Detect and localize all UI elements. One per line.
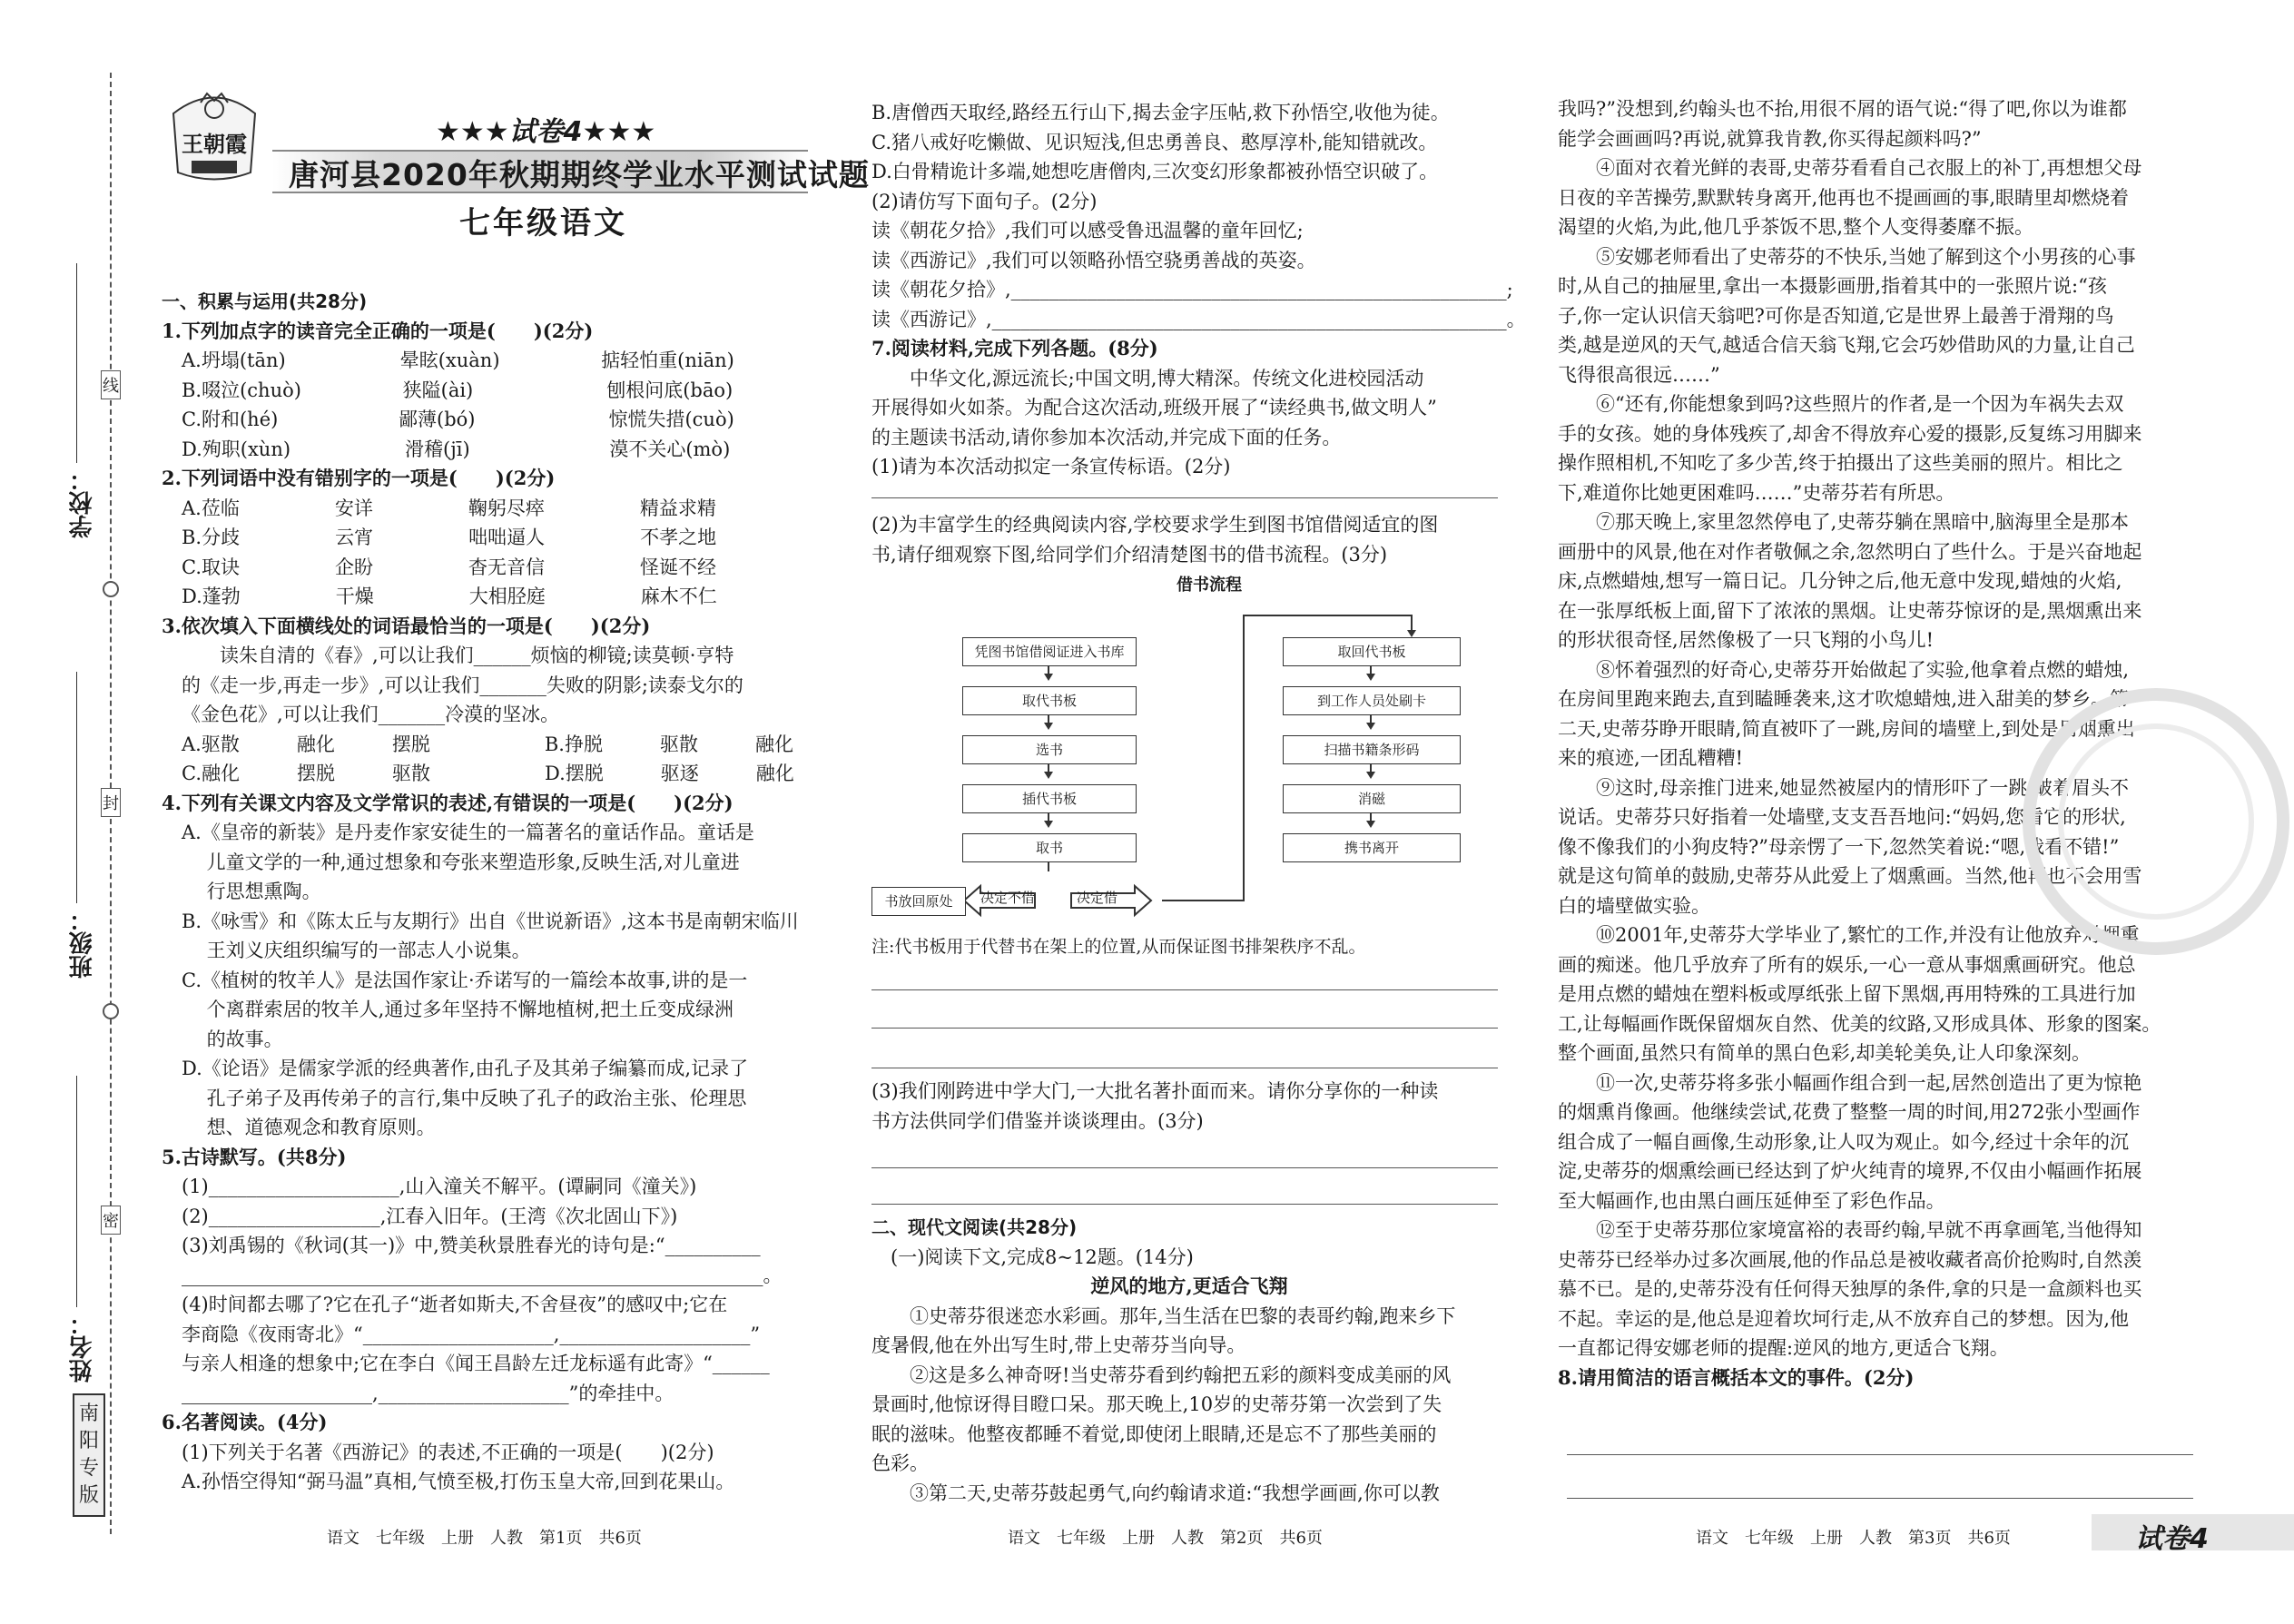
page2-line: ②这是多么神奇呀!当史蒂芬看到约翰把五彩的颜料变成美丽的风	[871, 1363, 1452, 1386]
page2-line: 读《西游记》,我们可以领略孙悟空骁勇善战的英姿。	[871, 249, 1316, 271]
page3-line: 整个画面,虽然只有简单的黑白色彩,却美轮美奂,让人印象深刻。	[1558, 1042, 2092, 1064]
p2-answer-line-5[interactable]	[871, 1204, 1498, 1205]
flow-step-left: 选书	[962, 735, 1137, 764]
flow-step-left: 取书	[962, 833, 1137, 862]
page3-line: 慕不已。是的,史蒂芬没有任何得天独厚的条件,拿的只是一盒颜料也买	[1558, 1278, 2142, 1300]
page2-line: (3)我们刚跨进中学大门,一大批名著扑面而来。请你分享你的一种读	[871, 1080, 1439, 1102]
flow-step-left: 插代书板	[962, 784, 1137, 813]
class-label: 班级：	[69, 908, 96, 979]
page1-line: 一、积累与运用(共28分)	[162, 290, 368, 312]
page1-line: A.孙悟空得知“弼马温”真相,气愤至极,打伤玉皇大帝,回到花果山。	[182, 1471, 735, 1492]
page3-line: 渴望的火焰,为此,他几乎茶饭不思,整个人变得萎靡不振。	[1558, 216, 2034, 238]
seal-char-1: 线	[101, 370, 121, 399]
page2-line: 开展得如火如荼。为配合这次活动,班级开展了“读经典书,做文明人”	[871, 397, 1437, 418]
page3-line: 说话。史蒂芬只好指着一处墙壁,支支吾吾地问:“妈妈,您看它的形状,	[1558, 806, 2126, 828]
page1-line: 的《走一步,再走一步》,可以让我们_______失败的阴影;读泰戈尔的	[182, 674, 743, 696]
page1-line: B.《咏雪》和《陈太丘与友期行》出自《世说新语》,这本书是南朝宋临川	[182, 910, 799, 932]
page3-line: 不起。幸运的是,他总是迎着坎坷行走,从不放弃自己的梦想。因为,他	[1558, 1307, 2130, 1330]
page3-line: 史蒂芬已经举办过多次画展,他的作品总是被收藏者高价抢购时,自然羡	[1558, 1248, 2142, 1271]
page1-line: 读朱自清的《春》,可以让我们______烦恼的柳镜;读莫顿·亨特	[182, 645, 734, 666]
page3-line: 床,点燃蜡烛,想写一篇日记。几分钟之后,他无意中发现,蜡烛的火焰,	[1558, 570, 2122, 592]
page3-line: ⑦那天晚上,家里忽然停电了,史蒂芬躺在黑暗中,脑海里全是那本	[1558, 511, 2130, 533]
page3-line: 来的痕迹,一团乱糟糟!	[1558, 747, 1744, 769]
name-field[interactable]	[76, 1076, 77, 1307]
page2-line: 读《西游记》,______________________________________________________。	[871, 308, 1526, 330]
page1-line: 李商隐《夜雨寄北》“____________________,____________________”	[182, 1323, 761, 1345]
page3-line: 8.请用简洁的语言概括本文的事件。(2分)	[1558, 1365, 1915, 1389]
name-label: 姓名：	[69, 1312, 96, 1383]
watermark-seal-icon	[2015, 681, 2294, 962]
page3-line: 的形状很奇怪,居然像极了一只飞翔的小鸟儿!	[1558, 629, 1935, 651]
page1-line: 儿童文学的一种,通过想象和夸张来塑造形象,反映生活,对儿童进	[182, 851, 740, 873]
page3-line: ⑨这时,母亲推门进来,她显然被屋内的情形吓了一跳,皱着眉头不	[1558, 776, 2130, 799]
page3-line: 组合成了一幅自画像,生动形象,让人叹为观止。如今,经过十余年的沉	[1558, 1130, 2130, 1153]
page3-line: 时,从自己的抽屉里,拿出一本摄影画册,指着其中的一张照片说:“孩	[1558, 275, 2107, 297]
p2-answer-line-1[interactable]	[871, 989, 1498, 990]
page3-line: 像不像我们的小狗皮特?”母亲愣了一下,忽然笑着说:“嗯,我看不错!”	[1558, 835, 2120, 858]
binding-hole-2	[103, 1003, 119, 1019]
page2-line: B.唐僧西天取经,路经五行山下,揭去金字压帖,救下孙悟空,收他为徒。	[871, 102, 1450, 123]
page1-line: 《金色花》,可以让我们_______冷漠的坚冰。	[182, 704, 560, 725]
page2-column-top	[871, 98, 1526, 482]
page2-line: 景画时,他惊讶得目瞪口呆。那天晚上,10岁的史蒂芬第一次尝到了失	[871, 1393, 1442, 1415]
flow-no-borrow-label: 决定不借	[980, 890, 1036, 906]
page2-line: D.白骨精诡计多端,她想吃唐僧肉,三次变幻形象都被孙悟空识破了。	[871, 161, 1439, 182]
page1-line: B.啜泣(chuò) 狭隘(ài) 刨根问底(bāo)	[182, 379, 733, 401]
flow-step-right: 消磁	[1283, 784, 1461, 813]
flow-step-left: 凭图书馆借阅证进入书库	[962, 637, 1137, 666]
page3-line: ⑥“还有,你能想象到吗?这些照片的作者,是一个因为车祸失去双	[1558, 393, 2124, 415]
page2-line: ①史蒂芬很迷恋水彩画。那年,当生活在巴黎的表哥约翰,跑来乡下	[871, 1304, 1456, 1327]
page1-line: C.融化 摆脱 驱散 D.摆脱 驱逐 融化	[182, 763, 794, 784]
page1-line: (2)__________________,江春入旧年。(王湾《次北固山下》)	[182, 1205, 678, 1227]
page1-line: ____________________,____________________”的牵挂中。	[182, 1382, 674, 1404]
school-label: 学校：	[69, 468, 96, 538]
page1-line: A.莅临 安详 鞠躬尽瘁 精益求精	[182, 497, 716, 519]
logo-text: 王朝霞	[182, 131, 247, 157]
page1-line: 4.下列有关课文内容及文学常识的表述,有错误的一项是( )(2分)	[162, 791, 733, 814]
page2-line: 读《朝花夕拾》,我们可以感受鲁迅温馨的童年回忆;	[871, 220, 1304, 241]
page2-line: C.猪八戒好吃懒做、见识短浅,但忠勇善良、憨厚淳朴,能知错就改。	[871, 131, 1438, 153]
binding-hole-1	[103, 581, 119, 597]
page3-footer: 语文 七年级 上册 人教 第3页 共6页	[1696, 1529, 2011, 1548]
page2-column-mid	[871, 510, 1507, 569]
class-field[interactable]	[76, 672, 77, 903]
page1-line: 6.名著阅读。(4分)	[162, 1411, 328, 1433]
page3-line: 至大幅画作,也由黑白画压延伸至了彩色作品。	[1558, 1189, 1945, 1212]
page3-line: 画的痴迷。他几乎放弃了所有的娱乐,一心一意从事烟熏画研究。他总	[1558, 953, 2136, 976]
page1-line: C.《植树的牧羊人》是法国作家让·乔诺写的一篇绘本故事,讲的是一	[182, 969, 748, 991]
page3-line: 在一张厚纸板上面,留下了浓浓的黑烟。让史蒂芬惊讶的是,黑烟熏出来	[1558, 599, 2142, 622]
flow-return-box: 书放回原处	[871, 887, 966, 916]
page1-line: 孔子弟子及再传弟子的言行,集中反映了孔子的政治主张、伦理思	[182, 1087, 747, 1109]
page2-line: 逆风的地方,更适合飞翔	[1090, 1275, 1288, 1297]
page2-line: 7.阅读材料,完成下列各题。(8分)	[871, 337, 1158, 359]
main-title: 唐河县2020年秋期期终学业水平测试试题	[289, 157, 870, 192]
p2-answer-line-2[interactable]	[871, 1028, 1498, 1029]
page2-line: 书方法供同学们借鉴并谈谈理由。(3分)	[871, 1109, 1204, 1132]
page3-line: 子,你一定认识信天翁吧?可你是否知道,它是世界上最善于滑翔的鸟	[1558, 304, 2114, 327]
page1-line: A.《皇帝的新装》是丹麦作家安徒生的一篇著名的童话作品。童话是	[182, 822, 754, 843]
borrowing-flowchart	[862, 599, 1516, 926]
page1-line: 1.下列加点字的读音完全正确的一项是( )(2分)	[162, 319, 594, 342]
page3-line: 画册中的风景,他在对作者敬佩之余,忽然明白了些什么。于是兴奋地起	[1558, 540, 2142, 563]
page3-line: 一直都记得安娜老师的提醒:逆风的地方,更适合飞翔。	[1558, 1337, 2009, 1359]
page3-line: 是用点燃的蜡烛在塑料板或厚纸张上留下黑烟,再用特殊的工具进行加	[1558, 983, 2136, 1005]
page3-line: ⑤安娜老师看出了史蒂芬的不快乐,当她了解到这个小男孩的心事	[1558, 245, 2136, 268]
page3-line: 下,难道你比她更困难吗……”史蒂芬若有所思。	[1558, 481, 1955, 504]
page3-line: 能学会画画吗?再说,就算我肯教,你买得起颜料吗?”	[1558, 127, 1982, 150]
page2-line: 中华文化,源远流长;中国文明,博大精深。传统文化进校园活动	[871, 367, 1424, 389]
flow-step-right: 扫描书籍条形码	[1283, 735, 1461, 764]
page1-line: (1)下列关于名著《西游记》的表述,不正确的一项是( )(2分)	[182, 1441, 714, 1463]
page3-line: 淀,史蒂芬的烟熏绘画已经达到了炉火纯青的境界,不仅由小幅画作拓展	[1558, 1160, 2142, 1182]
page3-line: ⑫至于史蒂芬那位家境富裕的表哥约翰,早就不再拿画笔,当他得知	[1558, 1219, 2142, 1241]
page3-line: ④面对衣着光鲜的表哥,史蒂芬看看自己衣服上的补丁,再想想父母	[1558, 157, 2142, 179]
region-tag: 南阳专版	[73, 1393, 105, 1517]
page3-line: 类,越是逆风的天气,越适合信天翁飞翔,它会巧妙借助风的力量,让自己	[1558, 334, 2135, 356]
page1-line: A.驱散 融化 摆脱 B.挣脱 驱散 融化	[182, 733, 793, 755]
flow-step-right: 到工作人员处刷卡	[1283, 686, 1461, 715]
page2-line: (2)为丰富学生的经典阅读内容,学校要求学生到图书馆借阅适宜的图	[871, 514, 1439, 536]
page2-line: 色彩。	[871, 1452, 929, 1474]
page3-line: 飞得很高很远……”	[1558, 363, 1720, 386]
page3-line: ⑩2001年,史蒂芬大学毕业了,繁忙的工作,并没有让他放弃对烟熏	[1558, 924, 2140, 946]
page3-line: 的烟熏肖像画。他继续尝试,花费了整整一周的时间,用272张小型画作	[1558, 1101, 2141, 1123]
page3-line: 日夜的辛苦操劳,默默转身离开,他再也不提画画的事,眼睛里却燃烧着	[1558, 186, 2130, 209]
flow-step-right: 取回代书板	[1283, 637, 1461, 666]
page3-line: 我吗?”没想到,约翰头也不抬,用很不屑的语气说:“得了吧,你以为谁都	[1558, 98, 2127, 120]
page1-line: _____________________________________________________________。	[182, 1264, 783, 1286]
page3-line: 二天,史蒂芬睁开眼睛,简直被吓了一跳,房间的墙壁上,到处是用烟熏出	[1558, 717, 2135, 740]
page3-line: ⑪一次,史蒂芬将多张小幅画作组合到一起,居然创造出了更为惊艳	[1558, 1071, 2142, 1094]
page3-line: 手的女孩。她的身体残疾了,却舍不得放弃心爱的摄影,反复练习用脚来	[1558, 422, 2142, 445]
page2-line: ③第二天,史蒂芬鼓起勇气,向约翰请求道:“我想学画画,你可以教	[871, 1481, 1440, 1504]
page1-line: 与亲人相逢的想象中;它在李白《闻王昌龄左迁龙标遥有此寄》“______	[182, 1353, 770, 1374]
page2-line: 读《朝花夕拾》,____________________________________________________;	[871, 279, 1513, 300]
subject-title: 七年级语文	[459, 205, 627, 241]
page1-line: (4)时间都去哪了?它在孔子“逝者如斯夫,不舍昼夜”的感叹中;它在	[182, 1294, 728, 1315]
page1-line: 个离群索居的牧羊人,通过多年坚持不懈地植树,把土丘变成绿洲	[182, 999, 734, 1020]
school-field[interactable]	[76, 263, 77, 463]
page1-line: 王刘义庆组织编写的一部志人小说集。	[182, 940, 531, 961]
seal-char-3: 密	[101, 1206, 121, 1235]
corner-label: 试卷4	[2135, 1523, 2209, 1555]
page2-line: 的主题读书活动,请你参加本次活动,并完成下面的任务。	[871, 426, 1342, 448]
page1-line: D.蓬勃 干燥 大相胫庭 麻木不仁	[182, 586, 717, 607]
p3-answer-line-2[interactable]	[1567, 1498, 2193, 1499]
page1-line: 的故事。	[182, 1028, 283, 1050]
p2-answer-line-4[interactable]	[871, 1167, 1498, 1168]
page2-line: (一)阅读下文,完成8~12题。(14分)	[871, 1245, 1194, 1268]
page2-line: (2)请仿写下面句子。(2分)	[871, 190, 1098, 212]
page2-line: 二、现代文阅读(共28分)	[871, 1216, 1078, 1238]
page3-line: ⑧怀着强烈的好奇心,史蒂芬开始做起了实验,他拿着点燃的蜡烛,	[1558, 658, 2130, 681]
page1-line: 2.下列词语中没有错别字的一项是( )(2分)	[162, 467, 556, 489]
page2-footer: 语文 七年级 上册 人教 第2页 共6页	[1008, 1529, 1323, 1548]
page2-line: 书,请仔细观察下图,给同学们介绍清楚图书的借书流程。(3分)	[871, 543, 1388, 566]
page1-line: 行思想熏陶。	[182, 881, 321, 902]
p2-answer-line-slogan[interactable]	[871, 497, 1498, 498]
flow-step-right: 携书离开	[1283, 833, 1461, 862]
page2-line: (1)请为本次活动拟定一条宣传标语。(2分)	[871, 456, 1231, 477]
page3-line: 就是这句简单的鼓励,史蒂芬从此爱上了烟熏画。当然,他再也不会用雪	[1558, 865, 2142, 887]
page1-line: D.殉职(xùn) 滑稽(jī) 漠不关心(mò)	[182, 438, 731, 460]
page3-line: 操作照相机,不知吃了多少苦,终于拍摄出了这些美丽的照片。相比之	[1558, 452, 2123, 474]
page1-line: A.坍塌(tān) 晕眩(xuàn) 掂轻怕重(niān)	[182, 349, 734, 371]
flow-note: 注:代书板用于代替书在架上的位置,从而保证图书排架秩序不乱。	[871, 937, 1366, 957]
page1-line: C.附和(hé) 鄙薄(bó) 惊慌失措(cuò)	[182, 408, 734, 430]
page3-line: 在房间里跑来跑去,直到瞌睡袭来,这才吹熄蜡烛,进入甜美的梦乡。第	[1558, 688, 2130, 710]
page1-column	[162, 287, 806, 1497]
page2-column-bottom	[871, 1213, 1507, 1508]
page2-line: 眠的滋味。他整夜都睡不着觉,即使闭上眼睛,还是忘不了那些美丽的	[871, 1422, 1437, 1445]
seal-char-2: 封	[101, 788, 121, 817]
page1-line: 5.古诗默写。(共8分)	[162, 1145, 347, 1168]
page1-line: 想、道德观念和教育原则。	[182, 1117, 436, 1138]
page1-line: (3)刘禹锡的《秋词(其一)》中,赞美秋景胜春光的诗句是:“__________	[182, 1235, 761, 1256]
page1-line: (1)____________________,山入潼关不解平。(谭嗣同《潼关》)	[182, 1176, 697, 1197]
page1-line: 3.依次填入下面横线处的词语最恰当的一项是( )(2分)	[162, 614, 651, 637]
page1-line: B.分歧 云宵 咄咄逼人 不孝之地	[182, 527, 717, 548]
page3-line: 白的墙壁做实验。	[1558, 894, 1710, 917]
page1-footer: 语文 七年级 上册 人教 第1页 共6页	[327, 1529, 642, 1548]
flow-title: 借书流程	[1177, 576, 1242, 595]
page2-column-q3	[871, 1077, 1507, 1136]
page1-line: D.《论语》是儒家学派的经典著作,由孔子及其弟子编纂而成,记录了	[182, 1058, 749, 1079]
flow-borrow-label: 决定借	[1077, 890, 1118, 906]
page3-line: 工,让每幅画作既保留烟灰自然、优美的纹路,又形成具体、形象的图案。	[1558, 1012, 2161, 1035]
p3-answer-line-1[interactable]	[1567, 1454, 2193, 1455]
page1-line: C.取诀 企盼 杳无音信 怪诞不经	[182, 556, 716, 578]
logo	[160, 86, 269, 188]
page2-line: 度暑假,他在外出写生时,带上史蒂芬当向导。	[871, 1334, 1246, 1356]
paper-label: ★★★试卷4★★★	[436, 116, 656, 148]
flow-step-left: 取代书板	[962, 686, 1137, 715]
